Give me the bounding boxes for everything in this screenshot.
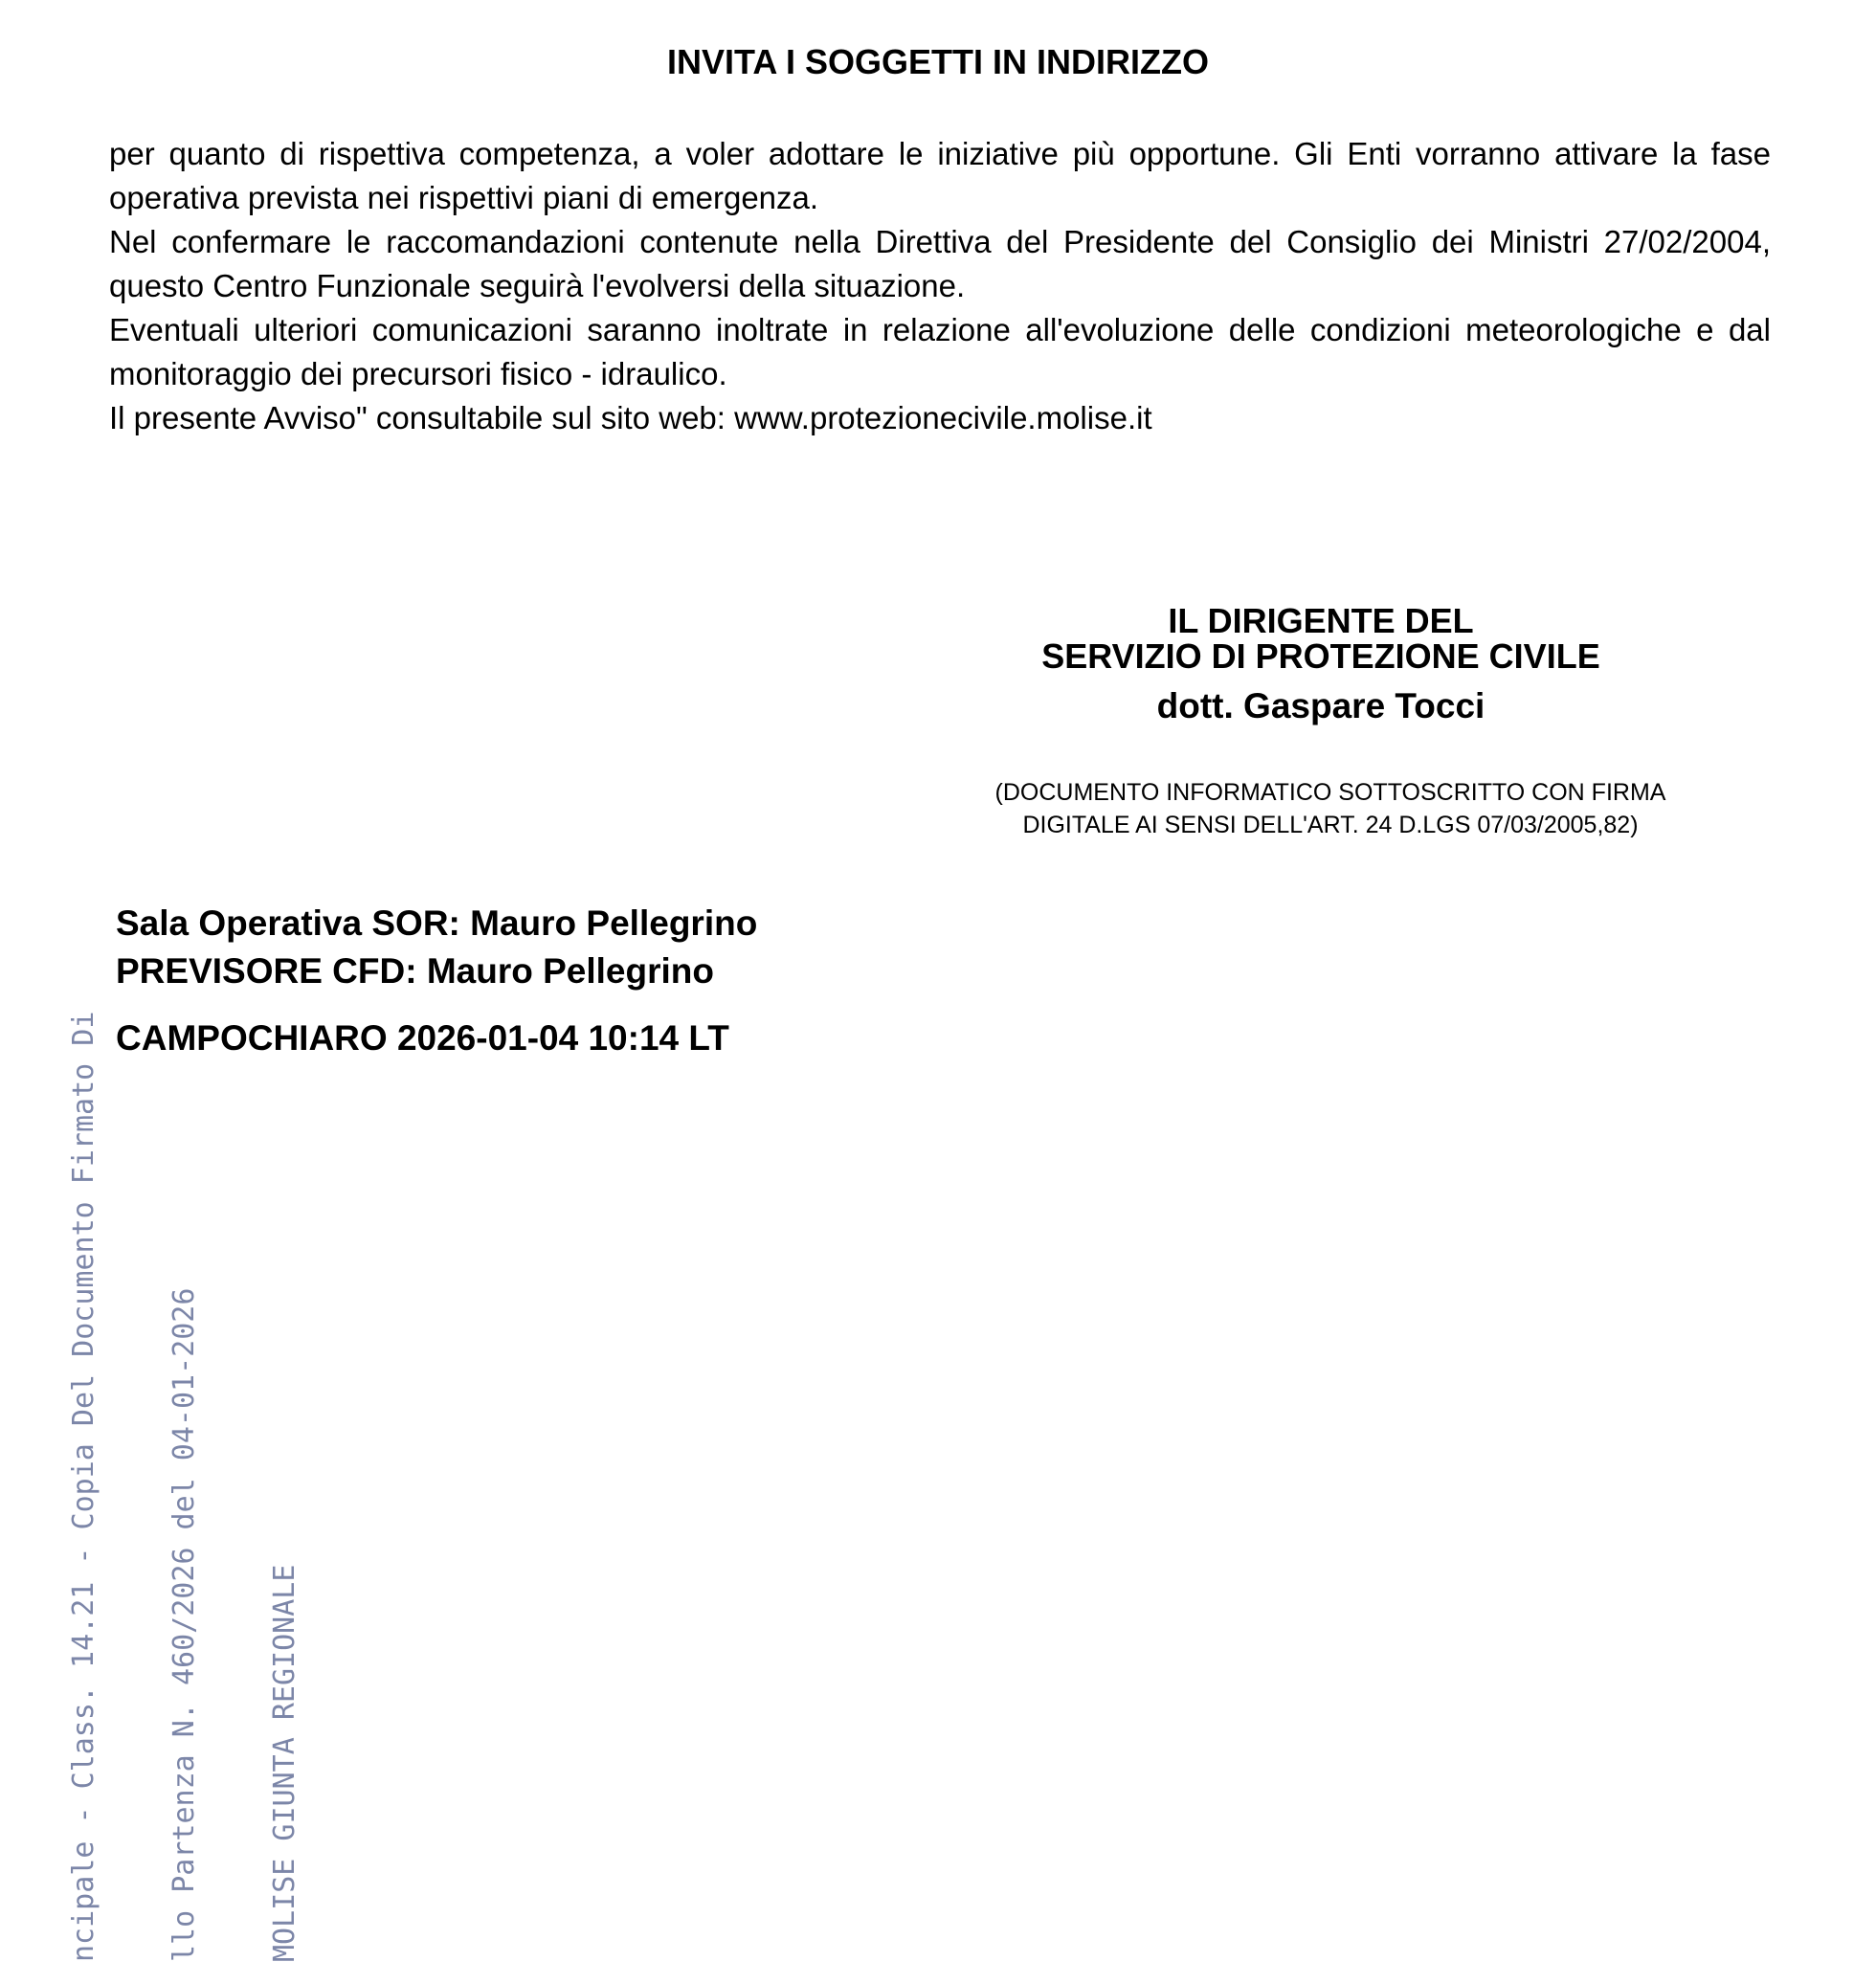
sala-operativa-line: Sala Operativa SOR: Mauro Pellegrino bbox=[116, 903, 758, 943]
paragraph-sito-web: Il presente Avviso" consultabile sul sito web: www.protezionecivile.molise.it bbox=[109, 400, 1152, 435]
previsore-cfd-line: PREVISORE CFD: Mauro Pellegrino bbox=[116, 951, 714, 991]
signature-role-line-2: SERVIZIO DI PROTEZIONE CIVILE bbox=[1041, 636, 1600, 676]
operators-block bbox=[116, 900, 757, 995]
stamp-line-1: ncipale - Class. 14.21 - Copia Del Documento Firmato Di bbox=[67, 1011, 100, 1962]
digital-signature-note bbox=[900, 776, 1761, 841]
footer-timestamp-cut bbox=[116, 1018, 729, 1058]
signatory-name: dott. Gaspare Tocci bbox=[1156, 686, 1485, 725]
footer-timestamp-text: CAMPOCHIARO 2026-01-04 10:14 LT bbox=[116, 1018, 729, 1058]
body-text bbox=[109, 132, 1771, 440]
paragraph-comunicazioni: Eventuali ulteriori comunicazioni saranno inoltrate in relazione all'evoluzione delle condizioni meteorologiche e dal monitoraggio dei precursori fisico - idraulico. bbox=[109, 312, 1771, 391]
paragraph-direttiva: Nel confermare le raccomandazioni contenute nella Direttiva del Presidente del Consiglio dei Ministri 27/02/2004, questo Centro Funzionale seguirà l'evolversi della situazione. bbox=[109, 224, 1771, 303]
section-title: INVITA I SOGGETTI IN INDIRIZZO bbox=[667, 42, 1209, 81]
protocol-watermark-stamp bbox=[0, 909, 302, 1962]
paragraph-competenza: per quanto di rispettiva competenza, a voler adottare le iniziative più opportune. Gli Enti vorranno attivare la fase operativa prevista nei rispettivi piani di emergenza. bbox=[109, 136, 1771, 215]
digital-note-line-2: DIGITALE AI SENSI DELL'ART. 24 D.LGS 07/03/2005,82) bbox=[1022, 812, 1639, 838]
digital-note-line-1: (DOCUMENTO INFORMATICO SOTTOSCRITTO CON FIRMA bbox=[994, 779, 1666, 806]
stamp-line-3: MOLISE GIUNTA REGIONALE bbox=[268, 1564, 302, 1962]
signature-role-line-1: IL DIRIGENTE DEL bbox=[1168, 601, 1474, 640]
signature-block bbox=[938, 603, 1704, 725]
stamp-line-2: llo Partenza N. 460/2026 del 04-01-2026 bbox=[168, 1287, 201, 1962]
